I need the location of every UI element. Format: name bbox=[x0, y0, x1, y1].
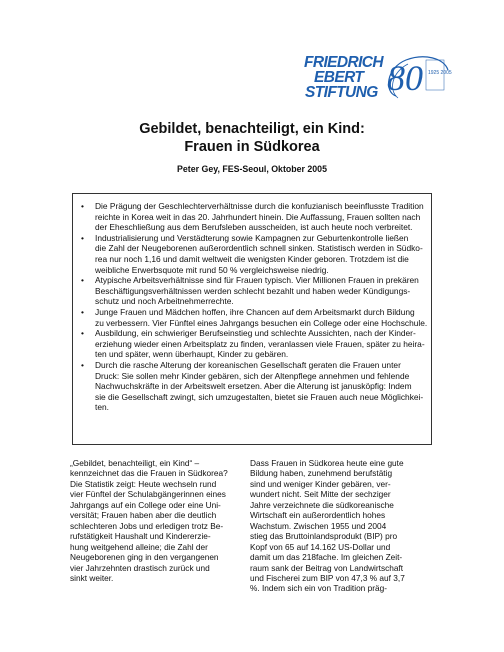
bullet-text-line: Beschäftigungsverhältnissen werden schlecht bezahlt und haben weder Kündigungs- bbox=[95, 285, 411, 296]
body-text-line: vier Jahrzehnten drastisch zurück und bbox=[70, 562, 210, 573]
bullet-text-line: erziehung wieder einen Arbeitsplatz zu finden, veranlassen viele Frauen, später zu heira- bbox=[95, 338, 425, 349]
bullet-text-line: zu verbessern. Vier Fünftel eines Jahrgangs besuchen ein College oder eine Hochschule. bbox=[95, 317, 428, 328]
body-text-line: Dass Frauen in Südkorea heute eine gute bbox=[250, 458, 404, 468]
body-text-line: „Gebildet, benachteiligt, ein Kind“ – bbox=[70, 458, 200, 468]
bullet-text-line: rea nur noch 1,16 und damit weltweit die wenigsten Kinder geboren. Trotzdem ist die bbox=[95, 253, 409, 264]
body-text-line: Die Statistik zeigt: Heute wechseln rund bbox=[70, 478, 217, 489]
body-text-line: sind und weniger Kinder gebären, ver- bbox=[250, 478, 391, 489]
body-text-line: Bildung haben, zunehmend berufstätig bbox=[250, 468, 393, 479]
body-text-line: Kopf von 65 auf 14.162 US-Dollar und bbox=[250, 541, 391, 552]
bullet-text-line: ten und später, wenn überhaupt, Kinder zu gebären. bbox=[95, 349, 289, 360]
body-text-line: sinkt weiter. bbox=[70, 572, 114, 583]
bullet-text-line: Junge Frauen und Mädchen hoffen, ihre Chancen auf dem Arbeitsmarkt durch Bildung bbox=[95, 306, 415, 317]
body-column-left bbox=[70, 458, 258, 583]
document-title bbox=[0, 120, 504, 156]
body-text-line: hung weitgehend alleine; die Zahl der bbox=[70, 541, 208, 552]
title-line-2: Frauen in Südkorea bbox=[184, 139, 320, 155]
bullet-text-line: Druck: Sie sollen mehr Kinder gebären, sich der Altenpflege annehmen und fehlende bbox=[95, 370, 410, 381]
bullet-text-line: Die Prägung der Geschlechterverhältnisse durch die konfuzianisch beeinflusste Tradition bbox=[95, 201, 424, 211]
body-text-line: versität; Frauen haben aber die deutlich bbox=[70, 510, 217, 521]
bullet-text-line: sie die Gesellschaft zwingt, sich umzugestalten, bietet sie Frauen auch neue Möglichkei- bbox=[95, 391, 424, 402]
bullet-text-line: weibliche Erwerbsquote mit rund 50 % vergleichsweise niedrig. bbox=[95, 264, 329, 275]
body-text-line: rufstätigkeit Haushalt und Kindererzie- bbox=[70, 531, 211, 542]
summary-box bbox=[72, 193, 432, 445]
logo-word-3: STIFTUNG bbox=[305, 84, 378, 101]
bullet-text-line: ten. bbox=[95, 402, 109, 413]
body-text-line: wundert nicht. Seit Mitte der sechziger bbox=[250, 489, 391, 500]
anniversary-emblem bbox=[384, 52, 456, 108]
anniversary-graphic bbox=[384, 52, 456, 108]
bullet-marker: • bbox=[81, 201, 84, 211]
summary-bullet-item bbox=[78, 306, 428, 328]
bullet-marker: • bbox=[81, 275, 84, 286]
body-column-right bbox=[250, 458, 438, 594]
body-text-line: kennzeichnet das die Frauen in Südkorea? bbox=[70, 468, 228, 479]
body-text-line: %. Indem sich ein von Tradition präg- bbox=[250, 583, 387, 594]
bullet-text-line: Ausbildung, ein schwieriger Berufseinstieg und schlechte Aussichten, nach der Kinder- bbox=[95, 328, 416, 339]
bullet-text-line: der Eheschließung aus dem Berufsleben ausscheiden, ist auch heute noch verbreitet. bbox=[95, 222, 413, 233]
body-text-line: Jahre verzeichnete die südkoreanische bbox=[250, 499, 394, 510]
logo-word-2: EBERT bbox=[314, 69, 364, 86]
bullet-marker: • bbox=[81, 306, 84, 317]
body-text-line: stieg das Bruttoinlandsprodukt (BIP) pro bbox=[250, 531, 398, 542]
bullet-text-line: Durch die rasche Alterung der koreanischen Gesellschaft geraten die Frauen unter bbox=[95, 359, 401, 370]
anniversary-years: 1925 2005 bbox=[428, 70, 452, 76]
body-text-line: raum sank der Beitrag von Landwirtschaft bbox=[250, 562, 404, 573]
summary-list bbox=[78, 201, 428, 413]
summary-bullet-item bbox=[78, 328, 425, 360]
bullet-marker: • bbox=[81, 359, 84, 370]
logo-wordmark bbox=[304, 55, 381, 100]
bullet-text-line: Atypische Arbeitsverhältnisse sind für Frauen typisch. Vier Millionen Frauen in prekären bbox=[95, 275, 419, 286]
body-text-line: Neugeborenen ging in den vergangenen bbox=[70, 552, 219, 563]
bullet-text-line: Nachwuchskräfte in der Arbeitswelt ersetzen. Aber die Alterung ist janusköpfig: Indem bbox=[95, 381, 412, 392]
summary-bullet-item bbox=[78, 233, 425, 275]
body-text-line: damit um das 218fache. Im gleichen Zeit- bbox=[250, 552, 403, 563]
summary-bullet-item bbox=[78, 275, 425, 307]
logo-word-1: FRIEDRICH bbox=[304, 54, 383, 71]
bullet-marker: • bbox=[81, 328, 84, 339]
fes-logo bbox=[304, 52, 456, 108]
summary-bullet-item bbox=[78, 201, 425, 233]
bullet-text-line: Industrialisierung und Verstädterung sowie Kampagnen zur Geburtenkontrolle ließen bbox=[95, 232, 409, 243]
bullet-marker: • bbox=[81, 232, 84, 243]
title-line-1: Gebildet, benachteiligt, ein Kind: bbox=[139, 121, 365, 137]
author-byline: Peter Gey, FES-Seoul, Oktober 2005 bbox=[177, 164, 327, 174]
bullet-text-line: die Zahl der Neugeborenen außerordentlich schnell sinken. Statistisch werden in Südko- bbox=[95, 243, 423, 254]
body-text-line: vier Fünftel der Schulabgängerinnen eines bbox=[70, 489, 226, 500]
summary-bullet-item bbox=[78, 360, 425, 413]
body-text-line: Jahrgangs auf ein College oder eine Uni- bbox=[70, 499, 221, 510]
bullet-text-line: schutz und noch Arbeitnehmerrechte. bbox=[95, 296, 234, 307]
anniversary-number: 80 bbox=[387, 58, 423, 98]
bullet-text-line: reichte in Korea weit in das 20. Jahrhundert hinein. Die Auffassung, Frauen sollten nach bbox=[95, 211, 421, 222]
body-text-line: und Fischerei zum BIP von 47,3 % auf 3,7 bbox=[250, 572, 405, 583]
body-text-line: Wachstum. Zwischen 1955 und 2004 bbox=[250, 520, 387, 531]
body-text-line: Wirtschaft ein außerordentlich hohes bbox=[250, 510, 386, 521]
body-text-line: schlechteren Jobs und erledigen trotz Be- bbox=[70, 520, 224, 531]
